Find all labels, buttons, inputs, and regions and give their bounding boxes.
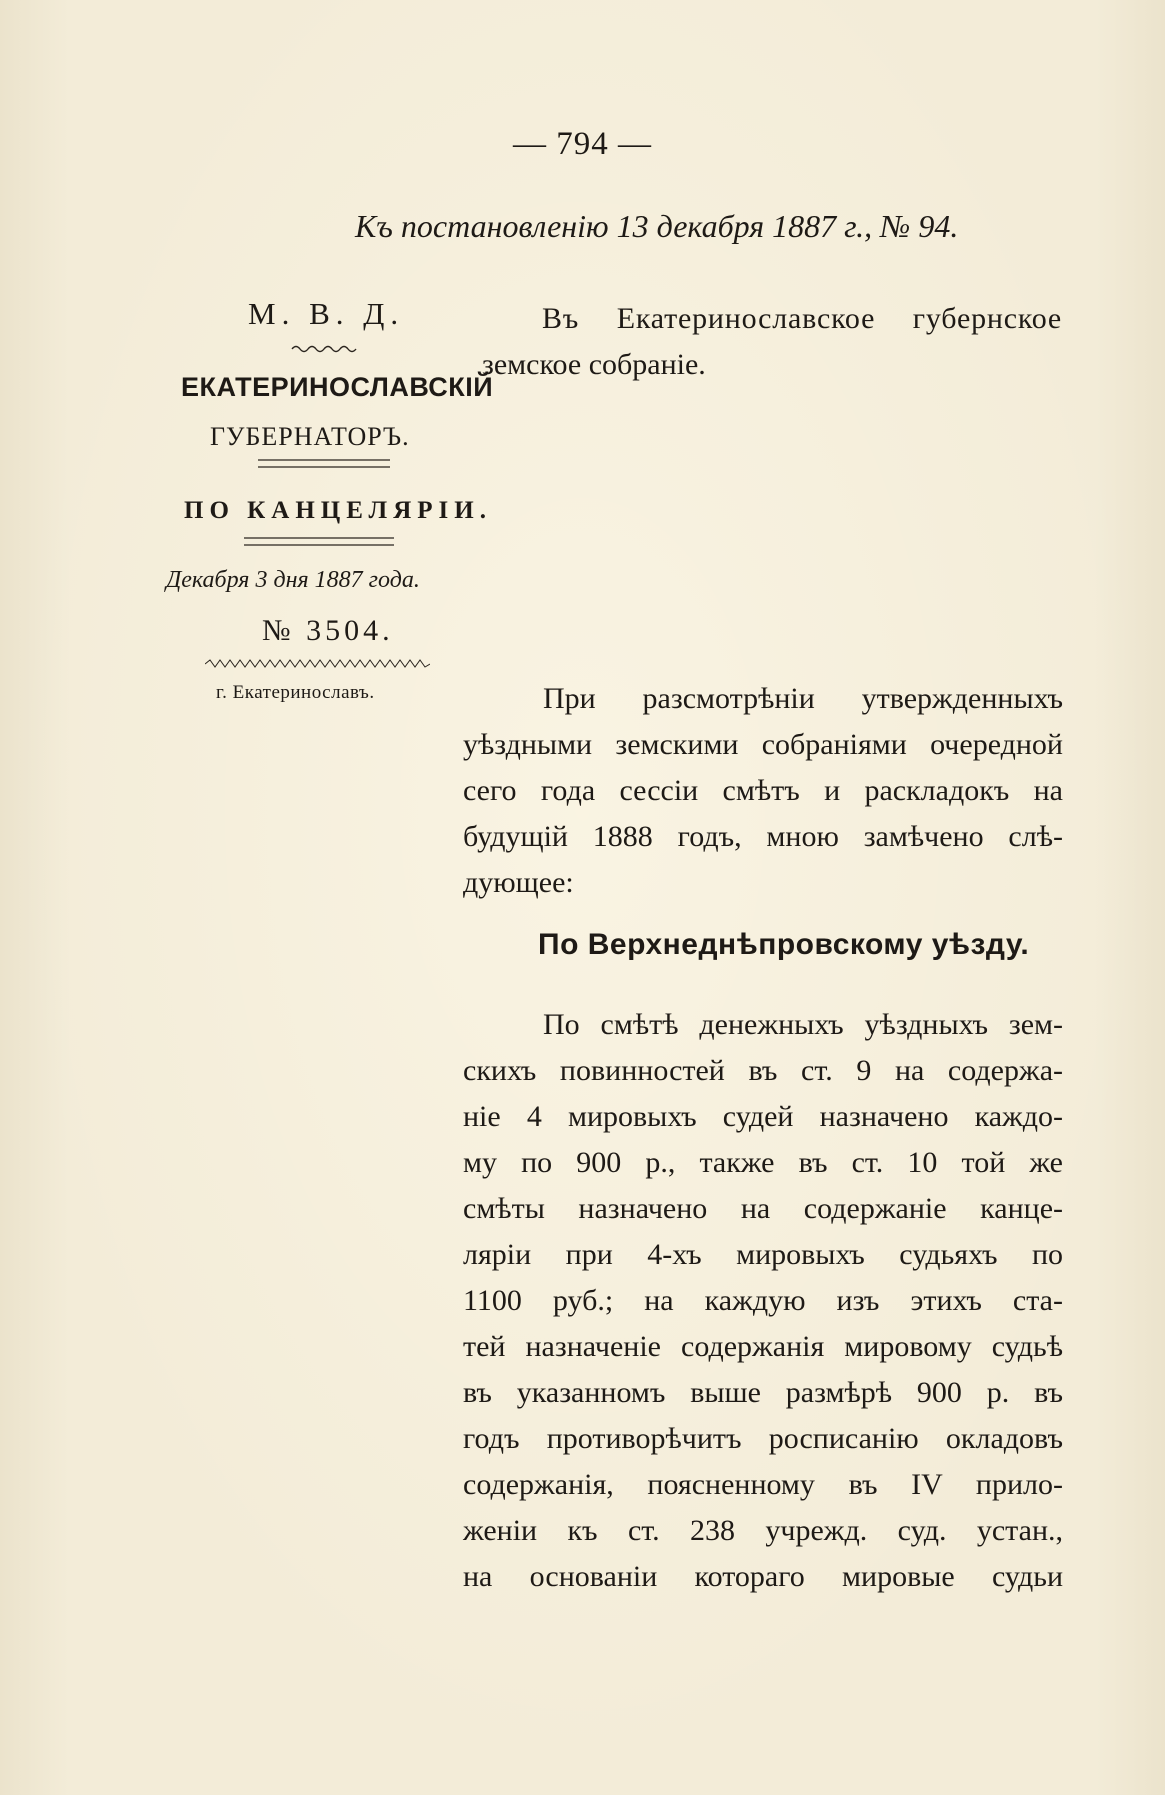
text-line: ніе 4 мировыхъ судей назначено каждо- [463, 1100, 1063, 1133]
text-line: скихъ повинностей въ ст. 9 на содержа- [463, 1054, 1063, 1087]
resolution-reference: Къ постановленію 13 декабря 1887 г., № 94. [355, 208, 959, 244]
text-line: 1100 руб.; на каждую изъ этихъ ста- [463, 1284, 1063, 1317]
text-line: ляріи при 4-хъ мировыхъ судьяхъ по [463, 1238, 1063, 1271]
document-date: Декабря 3 дня 1887 года. [166, 567, 420, 593]
text-line: годъ противорѣчитъ росписанію окладовъ [463, 1422, 1063, 1455]
text-line: содержанія, поясненному въ IV прило- [463, 1468, 1063, 1501]
text-line: му по 900 р., также въ ст. 10 той же [463, 1146, 1063, 1179]
double-rule [244, 536, 394, 550]
text-line: будущій 1888 годъ, мною замѣчено слѣ- [463, 820, 1063, 853]
document-number: № 3504. [262, 614, 394, 647]
intro-paragraph [463, 676, 1063, 906]
text-line: При разсмотрѣніи утвержденныхъ [543, 682, 1063, 715]
addressee-block [462, 296, 1062, 388]
text-line: въ указанномъ выше размѣрѣ 900 р. въ [463, 1376, 1063, 1409]
text-line: смѣты назначено на содержаніе канце- [463, 1192, 1063, 1225]
text-line: на основаніи котораго мировые судьи [463, 1560, 1063, 1593]
office-subtitle: ГУБЕРНАТОРЪ. [210, 422, 410, 451]
office-title: ЕКАТЕРИНОСЛАВСКІЙ [181, 372, 494, 402]
department-label: ПО КАНЦЕЛЯРІИ. [184, 497, 492, 524]
text-line: тей назначеніе содержанія мировому судьѣ [463, 1330, 1063, 1363]
text-line: сего года сессіи смѣтъ и раскладокъ на [463, 774, 1063, 807]
text-line: уѣздными земскими собраніями очередной [463, 728, 1063, 761]
text-line: По смѣтѣ денежныхъ уѣздныхъ зем- [543, 1008, 1063, 1041]
text-line: дующее: [463, 866, 574, 899]
section-heading: По Верхнеднѣпровскому уѣзду. [538, 928, 1030, 961]
page-number: — 794 — [513, 126, 652, 162]
addressee-line: земское собраніе. [482, 348, 706, 381]
ministry-abbreviation: М. В. Д. [248, 296, 405, 331]
separator-rule [258, 458, 390, 470]
addressee-line: Въ Екатеринославское губернское [542, 302, 1062, 335]
flourish-ornament [290, 343, 360, 353]
document-place: г. Екатеринославъ. [216, 682, 375, 703]
wavy-rule [205, 659, 430, 669]
section-body [463, 1002, 1063, 1600]
text-line: женіи къ ст. 238 учрежд. суд. устан., [463, 1514, 1063, 1547]
